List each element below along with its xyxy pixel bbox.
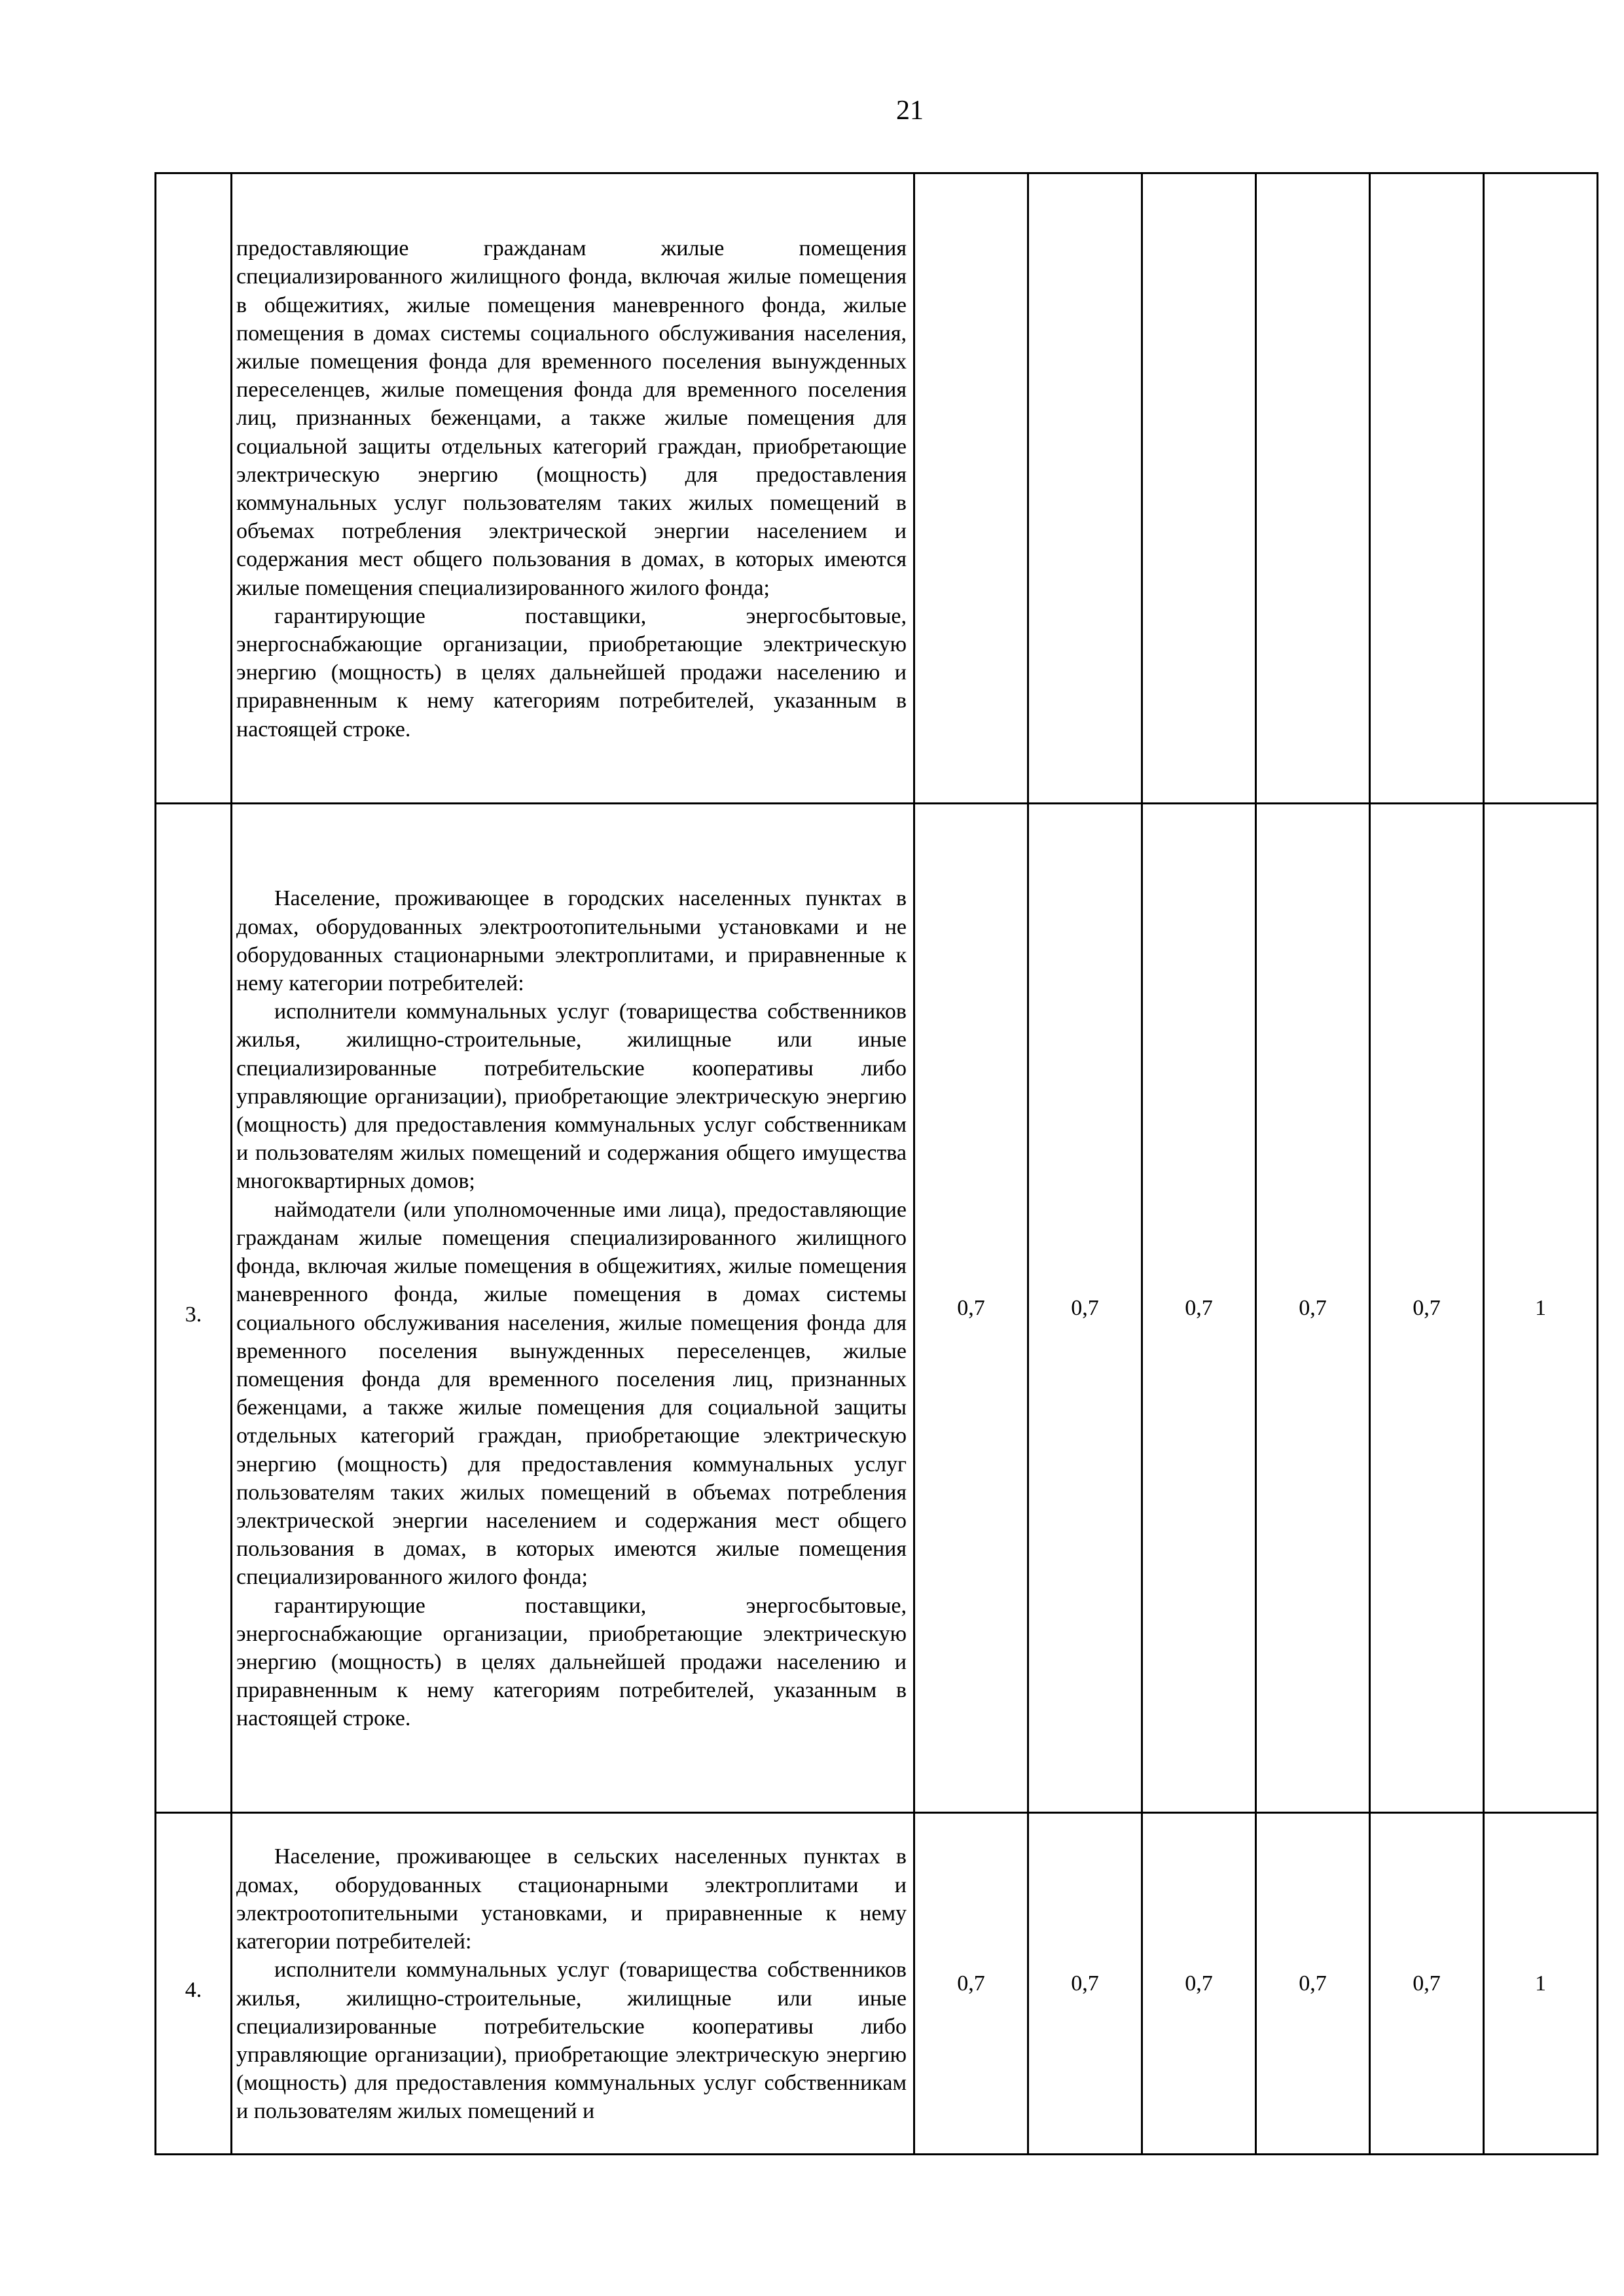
description-paragraph: гарантирующие поставщики, энергосбытовые, энергоснабжающие организации, приобретающие электрическую энергию (мощность) в целях дальнейшей продажи населению и приравненным к нему категориям потребителей, указанным в настоящей строке. <box>236 603 907 742</box>
value-cell: 1 <box>1484 1813 1598 2155</box>
description-paragraph: Население, проживающее в городских населенных пунктах в домах, оборудованных электроотопительными установками и не оборудованных стационарными электроплитами, и приравненные к нему категории потребителей: <box>236 886 907 996</box>
row-number-cell: 3. <box>156 804 232 1813</box>
description-paragraph: наймодатели (или уполномоченные ими лица), предоставляющие гражданам жилые помещения специализированного жилищного фонда, включая жилые помещения в общежитиях, жилые помещения маневренного фонда, жилые помещения в домах системы социального обслуживания населения, жилые помещения фонда для временного поселения вынужденных переселенцев, жилые помещения фонда для временного поселения лиц, признанных беженцами, а также жилые помещения для социальной защиты отдельных категорий граждан, приобретающие электрическую энергию (мощность) для предоставления коммунальных услуг пользователям таких жилых помещений в объемах потребления электрической энергии населением и содержания мест общего пользования в домах, в которых имеются жилые помещения специализированного жилого фонда; <box>236 1197 907 1590</box>
value-cell <box>1484 173 1598 804</box>
table-row <box>156 173 1598 804</box>
value-cell <box>1028 173 1142 804</box>
value-cell <box>1256 173 1370 804</box>
value-cell: 0,7 <box>1142 804 1256 1813</box>
page-number: 21 <box>896 96 924 126</box>
value-cell: 0,7 <box>914 1813 1028 2155</box>
value-cell <box>914 173 1028 804</box>
row-description-cell <box>232 173 914 804</box>
table-row <box>156 804 1598 1813</box>
value-cell: 0,7 <box>1370 804 1484 1813</box>
table-row <box>156 1813 1598 2155</box>
row-number-cell: 4. <box>156 1813 232 2155</box>
value-cell <box>1370 173 1484 804</box>
description-paragraph: Население, проживающее в сельских населенных пунктах в домах, оборудованных стационарными электроплитами и электроотопительными установками, и приравненные к нему категории потребителей: <box>236 1844 907 1954</box>
description-paragraph: гарантирующие поставщики, энергосбытовые, энергоснабжающие организации, приобретающие электрическую энергию (мощность) в целях дальнейшей продажи населению и приравненным к нему категориям потребителей, указанным в настоящей строке. <box>236 1593 907 1731</box>
tariff-coefficients-table <box>154 172 1598 2155</box>
value-cell: 1 <box>1484 804 1598 1813</box>
value-cell: 0,7 <box>914 804 1028 1813</box>
value-cell: 0,7 <box>1256 1813 1370 2155</box>
value-cell: 0,7 <box>1256 804 1370 1813</box>
value-cell: 0,7 <box>1142 1813 1256 2155</box>
value-cell <box>1142 173 1256 804</box>
row-description-cell <box>232 1813 914 2155</box>
row-number-cell <box>156 173 232 804</box>
description-paragraph: предоставляющие гражданам жилые помещения специализированного жилищного фонда, включая жилые помещения в общежитиях, жилые помещения маневренного фонда, жилые помещения в домах системы социального обслуживания населения, жилые помещения фонда для временного поселения вынужденных переселенцев, жилые помещения фонда для временного поселения лиц, признанных беженцами, а также жилые помещения для социальной защиты отдельных категорий граждан, приобретающие электрическую энергию (мощность) для предоставления коммунальных услуг пользователям таких жилых помещений в объемах потребления электрической энергии населением и содержания мест общего пользования в домах, в которых имеются жилые помещения специализированного жилого фонда; <box>236 236 907 600</box>
description-paragraph: исполнители коммунальных услуг (товарищества собственников жилья, жилищно-строительные, жилищные или иные специализированные потребительские кооперативы либо управляющие организации), приобретающие электрическую энергию (мощность) для предоставления коммунальных услуг собственникам и пользователям жилых помещений и <box>236 1958 907 2124</box>
description-paragraph: исполнители коммунальных услуг (товарищества собственников жилья, жилищно-строительные, жилищные или иные специализированные потребительские кооперативы либо управляющие организации), приобретающие электрическую энергию (мощность) для предоставления коммунальных услуг собственникам и пользователям жилых помещений и содержания общего имущества многоквартирных домов; <box>236 999 907 1194</box>
value-cell: 0,7 <box>1028 1813 1142 2155</box>
row-description-cell <box>232 804 914 1813</box>
value-cell: 0,7 <box>1370 1813 1484 2155</box>
value-cell: 0,7 <box>1028 804 1142 1813</box>
